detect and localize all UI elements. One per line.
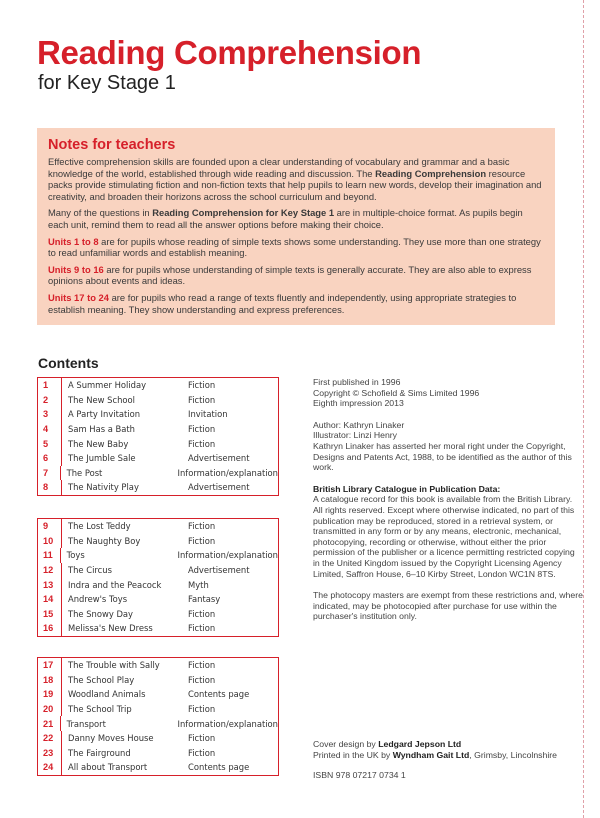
unit-title: The Circus bbox=[68, 565, 112, 576]
contents-row bbox=[38, 607, 278, 622]
contents-row bbox=[38, 480, 278, 495]
contents-row bbox=[38, 393, 278, 408]
unit-genre: Fiction bbox=[188, 535, 216, 546]
contents-row bbox=[38, 746, 278, 761]
contents-row bbox=[38, 436, 278, 451]
notes-paragraph-2: Many of the questions in Reading Comprehension for Key Stage 1 are in multiple-choice format. As pupils begin each unit, remind them to read all the answer options before making their choice. bbox=[48, 207, 523, 230]
unit-number: 24 bbox=[38, 760, 62, 775]
unit-title: All about Transport bbox=[68, 762, 148, 773]
unit-number: 3 bbox=[38, 407, 62, 422]
unit-title: Melissa's New Dress bbox=[68, 623, 153, 634]
contents-row bbox=[38, 451, 278, 466]
notes-paragraph-3: Units 1 to 8 are for pupils whose reading of simple texts shows some understanding. They use more than one strategy to read unfamiliar words and establish meaning. bbox=[48, 235, 541, 259]
unit-genre: Fiction bbox=[188, 380, 216, 391]
unit-title: Sam Has a Bath bbox=[68, 424, 135, 435]
unit-number: 7 bbox=[38, 466, 61, 481]
unit-genre: Fiction bbox=[188, 704, 216, 715]
unit-number: 19 bbox=[38, 687, 62, 702]
contents-row bbox=[38, 658, 278, 673]
unit-title: A Party Invitation bbox=[68, 409, 141, 420]
page-subtitle: for Key Stage 1 bbox=[38, 72, 176, 94]
unit-genre: Fantasy bbox=[188, 594, 221, 605]
unit-genre: Advertisement bbox=[188, 565, 250, 576]
unit-genre: Fiction bbox=[188, 608, 216, 619]
contents-row bbox=[38, 673, 278, 688]
page-title: Reading Comprehension bbox=[37, 34, 422, 71]
unit-title: The School Trip bbox=[68, 704, 132, 715]
unit-genre: Contents page bbox=[188, 762, 250, 773]
unit-genre: Fiction bbox=[188, 438, 216, 449]
unit-title: Toys bbox=[66, 550, 85, 561]
unit-title: Andrew's Toys bbox=[68, 594, 128, 605]
unit-title: The Lost Teddy bbox=[68, 521, 131, 532]
unit-genre: Fiction bbox=[188, 623, 216, 634]
unit-title: Indra and the Peacock bbox=[68, 579, 162, 590]
contents-row bbox=[38, 534, 278, 549]
contents-row bbox=[38, 760, 278, 775]
unit-number: 10 bbox=[38, 534, 62, 549]
unit-genre: Fiction bbox=[188, 660, 216, 671]
unit-genre: Information/explanation bbox=[177, 467, 278, 478]
unit-genre: Information/explanation bbox=[177, 550, 278, 561]
contents-row bbox=[38, 716, 278, 731]
unit-number: 17 bbox=[38, 658, 62, 673]
contents-row bbox=[38, 731, 278, 746]
unit-genre: Fiction bbox=[188, 747, 216, 758]
contents-row bbox=[38, 519, 278, 534]
notes-paragraph-5: Units 17 to 24 are for pupils who read a range of texts fluently and independently, using appropriate strategies to establish meaning. They show understanding and express preferences. bbox=[48, 291, 517, 315]
unit-genre: Fiction bbox=[188, 424, 216, 435]
unit-number: 22 bbox=[38, 731, 62, 746]
unit-genre: Invitation bbox=[188, 409, 228, 420]
contents-row bbox=[38, 378, 278, 393]
unit-number: 8 bbox=[38, 480, 62, 495]
unit-genre: Contents page bbox=[188, 689, 250, 700]
unit-title: The Naughty Boy bbox=[68, 535, 141, 546]
impression-line: Eighth impression 2013 bbox=[313, 398, 404, 409]
unit-number: 13 bbox=[38, 577, 62, 592]
unit-genre: Information/explanation bbox=[177, 718, 278, 729]
notes-paragraph-1: Effective comprehension skills are founded upon a clear understanding of vocabulary and grammar and a basic knowledge of the world, established through wide reading and discussion. The Reading Comprehension resource packs provide stimulating fiction and non-fiction texts that help pupils to learn new words, develop their imagination and creativity, and broaden their horizons across the school curriculum and beyond. bbox=[48, 156, 542, 202]
notes-for-teachers-panel bbox=[37, 128, 555, 325]
contents-heading: Contents bbox=[38, 355, 99, 371]
unit-title: The New Baby bbox=[68, 438, 129, 449]
unit-title: The Nativity Play bbox=[68, 482, 139, 493]
contents-row bbox=[38, 422, 278, 437]
unit-genre: Fiction bbox=[188, 394, 216, 405]
unit-number: 6 bbox=[38, 451, 62, 466]
unit-number: 20 bbox=[38, 702, 62, 717]
isbn-line: ISBN 978 07217 0734 1 bbox=[313, 770, 406, 781]
unit-number: 15 bbox=[38, 607, 62, 622]
contents-row bbox=[38, 687, 278, 702]
cover-design-line: Cover design by Ledgard Jepson Ltd bbox=[313, 739, 462, 749]
author-line: Author: Kathryn Linaker bbox=[313, 419, 405, 430]
unit-number: 5 bbox=[38, 436, 62, 451]
printed-by-line: Printed in the UK by Wyndham Gait Ltd, Grimsby, Lincolnshire bbox=[313, 749, 557, 760]
unit-number: 11 bbox=[38, 548, 61, 563]
unit-title: The Snowy Day bbox=[68, 608, 133, 619]
contents-row bbox=[38, 621, 278, 636]
unit-genre: Fiction bbox=[188, 674, 216, 685]
bl-catalogue-heading: British Library Catalogue in Publication Data: bbox=[313, 483, 501, 494]
photocopy-notice: The photocopy masters are exempt from these restrictions and, where indicated, may be photocopied after purchase for use within the purchaser's institution only. bbox=[313, 590, 583, 622]
unit-genre: Fiction bbox=[188, 521, 216, 532]
notes-heading: Notes for teachers bbox=[48, 137, 176, 153]
contents-row bbox=[38, 702, 278, 717]
unit-title: The Fairground bbox=[68, 747, 131, 758]
publication-info bbox=[313, 377, 583, 622]
unit-number: 2 bbox=[38, 393, 62, 408]
copyright-line: Copyright © Schofield & Sims Limited 1996 bbox=[313, 387, 480, 398]
unit-number: 23 bbox=[38, 746, 62, 761]
moral-right-text: Kathryn Linaker has asserted her moral right under the Copyright, Designs and Patents Act, 1988, to be identified as the author of this work. bbox=[313, 440, 572, 473]
illustrator-line: Illustrator: Linzi Henry bbox=[313, 430, 398, 441]
unit-genre: Myth bbox=[188, 579, 209, 590]
contents-row bbox=[38, 563, 278, 578]
unit-number: 1 bbox=[38, 378, 62, 393]
unit-number: 21 bbox=[38, 716, 61, 731]
bl-catalogue-text: A catalogue record for this book is available from the British Library. All rights reserved. Except where otherwise indicated, no part of this publication may be reproduced, stored in a retrieval system, or transmitted in any form or by any means, electronic, mechanical, photocopying, recording or otherwise, without either the prior permission of the publisher or a licence permitting restricted copying in the United Kingdom issued by the Copyright Licensing Agency Limited, Saffron House, 6–10 Kirby Street, London WC1N 8TS. bbox=[313, 494, 575, 579]
unit-title: Danny Moves House bbox=[68, 733, 154, 744]
unit-title: The Jumble Sale bbox=[68, 453, 136, 464]
contents-row bbox=[38, 577, 278, 592]
contents-row bbox=[38, 407, 278, 422]
unit-number: 12 bbox=[38, 563, 62, 578]
trim-line bbox=[583, 0, 584, 818]
contents-row bbox=[38, 466, 278, 481]
unit-genre: Advertisement bbox=[188, 453, 250, 464]
unit-number: 16 bbox=[38, 621, 62, 636]
contents-row bbox=[38, 592, 278, 607]
unit-title: The New School bbox=[68, 394, 135, 405]
contents-row bbox=[38, 548, 278, 563]
contents-group-3 bbox=[37, 657, 279, 776]
notes-paragraph-4: Units 9 to 16 are for pupils whose understanding of simple texts is generally accurate. They are also able to express opinions about events and ideas. bbox=[48, 263, 532, 287]
unit-number: 9 bbox=[38, 519, 62, 534]
unit-title: The Trouble with Sally bbox=[68, 660, 160, 671]
unit-title: Woodland Animals bbox=[68, 689, 146, 700]
first-published: First published in 1996 bbox=[313, 377, 401, 387]
unit-title: A Summer Holiday bbox=[68, 380, 147, 391]
unit-genre: Fiction bbox=[188, 733, 216, 744]
contents-group-2 bbox=[37, 518, 279, 637]
unit-title: The School Play bbox=[68, 674, 135, 685]
unit-title: The Post bbox=[66, 467, 103, 478]
unit-genre: Advertisement bbox=[188, 482, 250, 493]
contents-group-1 bbox=[37, 377, 279, 496]
unit-title: Transport bbox=[66, 718, 106, 729]
unit-number: 14 bbox=[38, 592, 62, 607]
unit-number: 18 bbox=[38, 673, 62, 688]
unit-number: 4 bbox=[38, 422, 62, 437]
production-credits bbox=[313, 739, 583, 781]
